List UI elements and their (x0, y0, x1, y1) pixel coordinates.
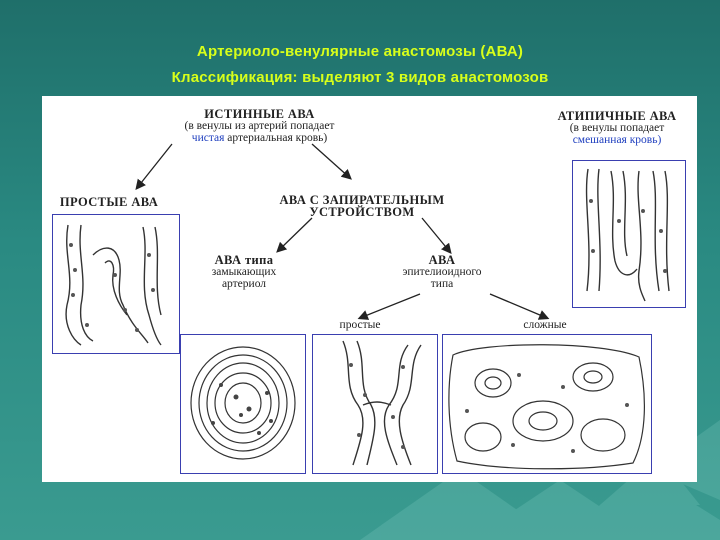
simple-ava-label: ПРОСТЫЕ АВА (59, 195, 159, 209)
true-ava-label: ИСТИННЫЕ АВА (в венулы из артерий попадает чистая артериальная кровь) (184, 107, 335, 144)
epithelioid-simple-drawing (313, 335, 436, 472)
epithelioid-complex-drawing (443, 335, 650, 472)
diagram-panel (42, 96, 697, 482)
epithelioid-label: АВА эпителиоидного типа (402, 253, 482, 290)
arrow-locking-to-closing (278, 218, 312, 251)
atypical-ava-drawing (573, 161, 684, 306)
epithelioid-complex-label: сложные (523, 319, 567, 331)
arrow-true-to-simple (137, 144, 172, 188)
simple-ava-image (52, 214, 180, 354)
closing-arteriole-image (180, 334, 306, 474)
atypical-ava-image (572, 160, 686, 308)
simple-ava-drawing (53, 215, 178, 352)
arrow-epithelioid-to-simple (360, 294, 420, 318)
arrow-true-to-locking (312, 144, 350, 178)
atypical-ava-label: АТИПИЧНЫЕ АВА (в венулы попадает смешанная кровь) (557, 109, 677, 146)
epithelioid-simple-label: простые (339, 319, 381, 331)
arrow-epithelioid-to-complex (490, 294, 547, 318)
arrow-locking-to-epithelioid (422, 218, 450, 252)
slide-title: Артериоло-венулярные анастомозы (АВА) (196, 43, 524, 60)
closing-arteriole-drawing (181, 335, 304, 472)
locking-ava-label: АВА С ЗАПИРАТЕЛЬНЫМ УСТРОЙСТВОМ (279, 193, 445, 219)
closing-arteriole-label: АВА типа замыкающих артериол (211, 253, 277, 290)
epithelioid-complex-image (442, 334, 652, 474)
epithelioid-simple-image (312, 334, 438, 474)
slide-subtitle: Классификация: выделяют 3 видов анастомозов (171, 69, 549, 86)
